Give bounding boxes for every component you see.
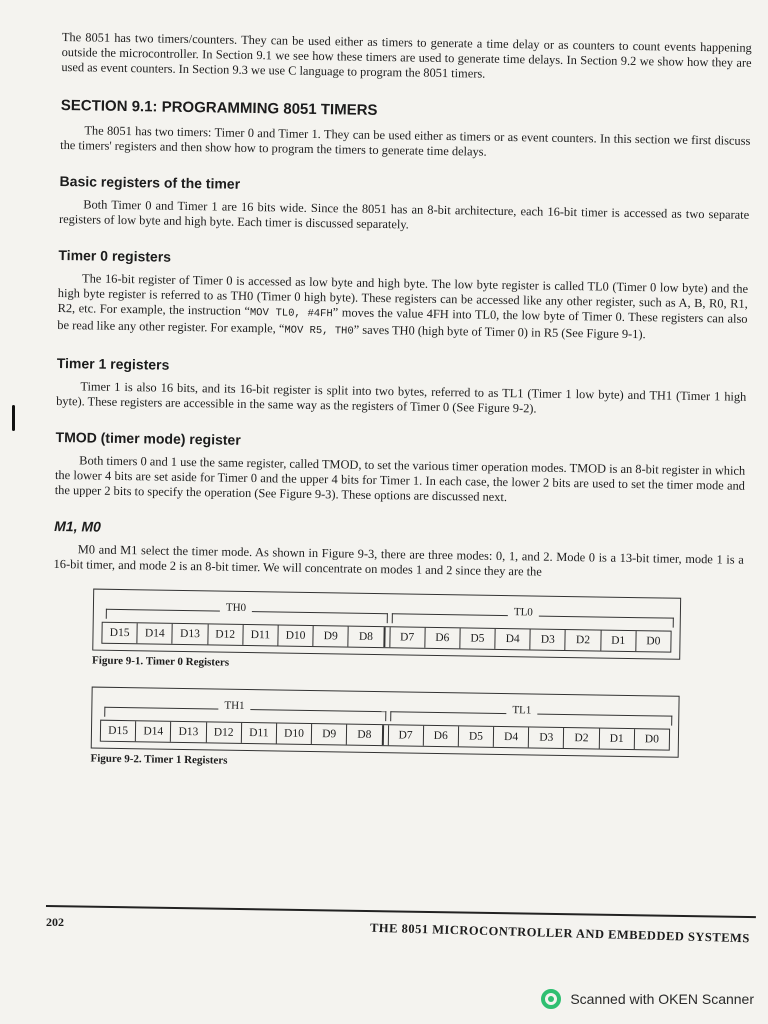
bit-cell: D5 — [459, 726, 494, 747]
bit-cell: D15 — [102, 623, 137, 644]
bit-cell: D2 — [564, 728, 599, 749]
high-byte-label: TH0 — [220, 602, 252, 615]
bit-cell: D10 — [278, 625, 313, 646]
bit-cell: D5 — [460, 628, 495, 649]
bit-cell: D4 — [494, 727, 529, 748]
bit-cell: D14 — [136, 721, 171, 742]
code-mov-tl0: MOV TL0, #4FH — [249, 306, 333, 321]
bit-cell: D9 — [312, 724, 347, 745]
high-byte-label: TH1 — [218, 700, 250, 713]
timer1-paragraph: Timer 1 is also 16 bits, and its 16-bit register is split into two bytes, referred to as TL1 (Timer 1 low byte) and TH1 (Timer 1 high byte). These registers are accessible in the same way as the registers of Timer 0 (See Figure 9-2). — [56, 379, 747, 416]
bit-cell: D14 — [138, 623, 173, 644]
bit-cell: D12 — [206, 722, 241, 743]
bit-cell: D4 — [495, 629, 530, 650]
section-title: SECTION 9.1: PROGRAMMING 8051 TIMERS — [60, 96, 378, 119]
bit-cell: D11 — [242, 723, 277, 744]
figure-timer0-registers — [92, 589, 681, 660]
bit-cell: D1 — [599, 729, 634, 750]
page-number: 202 — [46, 915, 64, 929]
bit-cell: D8 — [349, 627, 385, 648]
bit-cell: D1 — [601, 631, 636, 652]
timer0-text-a: The 16-bit register of Timer 0 is accessed as low byte and high byte. The low byte register is called TL0 (Timer 0 low byte) and the high byte register is referred to as TH0 (Timer 0 high byte). These registers can be accessed like any other register, such as A, B, R0, R1, R2, etc. For example, the instruction “ — [57, 271, 749, 318]
scanner-watermark-text: Scanned with OKEN Scanner — [570, 991, 754, 1007]
timer1-heading: Timer 1 registers — [56, 354, 170, 373]
bit-cell: D0 — [646, 635, 661, 648]
code-mov-r5: MOV R5, TH0 — [284, 324, 354, 338]
footer-rule — [46, 905, 756, 918]
book-title: THE 8051 MICROCONTROLLER AND EMBEDDED SYSTEMS — [370, 920, 751, 946]
timer0-text-c: ” saves TH0 (high byte of Timer 0) in R5 (See Figure 9-1). — [353, 322, 646, 342]
scanner-watermark — [540, 988, 754, 1010]
bit-cell: D8 — [347, 725, 383, 746]
low-byte-label: TL0 — [508, 606, 539, 618]
timer0-paragraph — [57, 271, 748, 346]
section-paragraph: The 8051 has two timers: Timer 0 and Timer 1. They can be used either as timers or as event counters. In this section we first discuss the timers' registers and then show how to program the timers to generate time delays. — [60, 123, 751, 159]
bit-cell: D6 — [423, 726, 458, 747]
bit-cell: D9 — [313, 626, 348, 647]
tmod-paragraph: Both timers 0 and 1 use the same register, called TMOD, to set the various timer operation modes. TMOD is an 8-bit register in which the lower 4 bits are set aside for Timer 0 and the upper 4 bits for Timer 1. In each case, the lower 2 bits are used to set the timer mode and the upper 2 bits to specify the operation (See Figure 9-3). These options are discussed next. — [54, 453, 746, 505]
bit-cell: D7 — [389, 627, 425, 648]
bit-cell: D13 — [171, 722, 206, 743]
bit-cell: D13 — [173, 624, 208, 645]
book-page — [50, 30, 751, 775]
figure-timer1-registers — [91, 687, 680, 758]
bit-cell: D3 — [531, 629, 566, 650]
bit-cell: D6 — [425, 628, 460, 649]
bit-cell: D7 — [387, 725, 423, 746]
figure-caption: Figure 9-1. Timer 0 Registers — [92, 654, 230, 669]
timer0-heading: Timer 0 registers — [58, 246, 172, 265]
bit-cell: D3 — [529, 727, 564, 748]
low-byte-label: TL1 — [506, 704, 537, 716]
scan-edge-mark — [12, 405, 15, 431]
bit-cell: D12 — [208, 624, 243, 645]
bit-cell: D0 — [644, 733, 659, 746]
intro-paragraph: The 8051 has two timers/counters. They can be used either as timers to generate a time delay or as counters to count events happening outside the microcontroller. In Section 9.1 we see how these timers are used to generate time delays. In Section 9.2 we show how they are used as event counters. In Section 9.3 we use C language to program the 8051 timers. — [61, 30, 752, 81]
m1m0-paragraph: M0 and M1 select the timer mode. As shown in Figure 9-3, there are three modes: 0, 1, and 2. Mode 0 is a 13-bit timer, mode 1 is a 16-bit timer, and mode 2 is an 8-bit timer. We will concentrate on modes 1 and 2 since they are the — [53, 542, 744, 579]
bit-cell: D10 — [277, 723, 312, 744]
bit-cell: D2 — [566, 630, 601, 651]
oken-logo-icon — [540, 988, 562, 1010]
m1m0-heading: M1, M0 — [54, 517, 102, 535]
tmod-heading: TMOD (timer mode) register — [55, 428, 241, 448]
basic-registers-heading: Basic registers of the timer — [59, 172, 241, 192]
bit-cell: D15 — [101, 721, 136, 742]
basic-registers-paragraph: Both Timer 0 and Timer 1 are 16 bits wide. Since the 8051 has an 8-bit architecture, each 16-bit timer is accessed as two separate registers of low byte and high byte. Each timer is discussed separately. — [58, 197, 750, 232]
figure-caption: Figure 9-2. Timer 1 Registers — [90, 752, 228, 767]
timer0-text-b: ” moves the value 4FH into TL0, the low byte of Timer 0. These registers can also be read like any other register. For example, “ — [57, 305, 748, 336]
bit-cell: D11 — [243, 625, 278, 646]
